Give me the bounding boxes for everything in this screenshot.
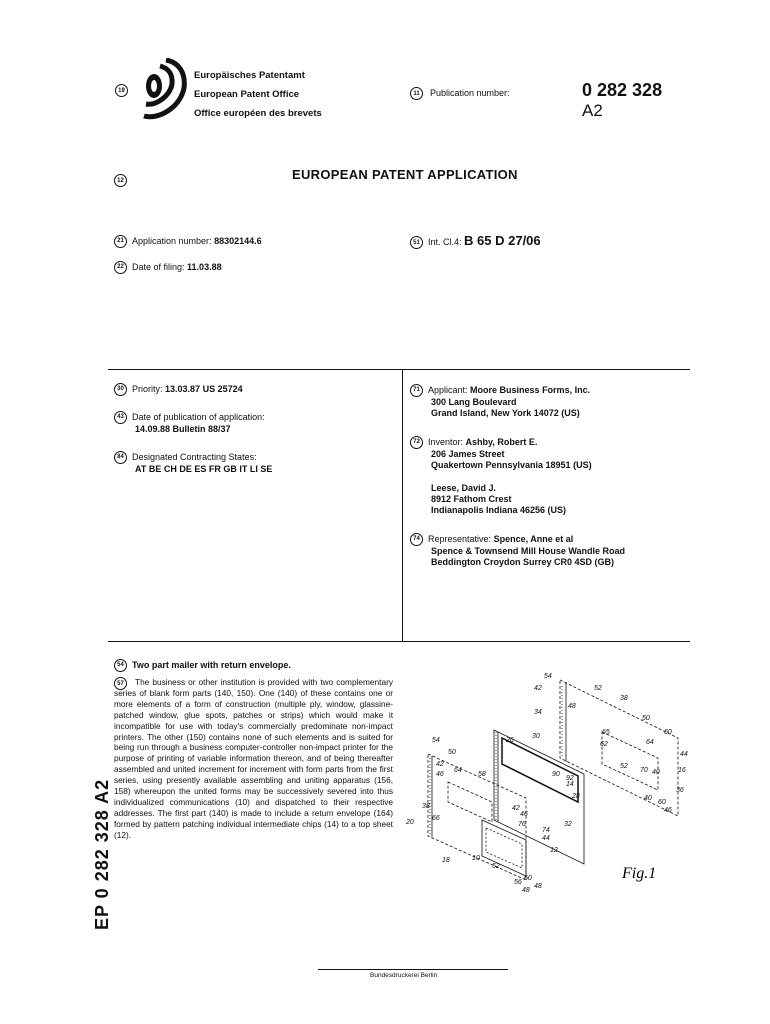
inventor-label: Inventor: <box>428 436 464 447</box>
figure-reference-numeral: 64 <box>646 739 654 746</box>
figure-reference-numeral: 50 <box>448 749 456 756</box>
figure-reference-numeral: 54 <box>544 673 552 680</box>
int-class-value: B 65 D 27/06 <box>464 233 541 248</box>
figure-reference-numeral: 38 <box>620 695 628 702</box>
figure-reference-numeral: 34 <box>534 709 542 716</box>
figure-reference-numeral: 32 <box>564 821 572 828</box>
figure-reference-numeral: 40 <box>652 769 660 776</box>
filing-date-label: Date of filing: <box>132 261 185 272</box>
figure-reference-numeral: 46 <box>664 807 672 814</box>
side-publication-number: EP 0 282 328 A2 <box>92 778 112 930</box>
publication-number: 0 282 328 <box>582 80 663 100</box>
publication-date-label: Date of publication of application: <box>132 411 265 422</box>
figure-reference-numeral: 36 <box>676 787 684 794</box>
int-class-label: Int. Cl.4: <box>428 237 462 247</box>
figure-caption: Fig.1 <box>622 865 657 882</box>
figure-reference-numeral: 28 <box>572 793 580 800</box>
inid-84: 84 <box>114 451 127 464</box>
publication-date-value: 14.09.88 Bulletin 88/37 <box>135 424 231 434</box>
inventor-block <box>410 436 592 516</box>
applicant-label: Applicant: <box>428 384 468 395</box>
inid-74: 74 <box>410 533 423 546</box>
figure-reference-numeral: 44 <box>680 751 688 758</box>
figure-reference-numeral: 52 <box>594 685 602 692</box>
inid-22: 22 <box>114 261 127 274</box>
epo-logo <box>140 58 190 120</box>
figure-reference-numeral: 62 <box>600 741 608 748</box>
figure-reference-numeral: 56 <box>514 879 522 886</box>
office-name-en: European Patent Office <box>194 89 300 100</box>
box-bottom-rule <box>108 641 690 642</box>
states-block <box>114 451 272 475</box>
figure-reference-numeral: 38 <box>422 803 430 810</box>
figure-reference-numeral: 54 <box>432 737 440 744</box>
inventor-1-address-2: Quakertown Pennsylvania 18951 (US) <box>431 460 592 470</box>
figure-reference-numeral: 48 <box>568 703 576 710</box>
office-name-de: Europäisches Patentamt <box>194 70 305 81</box>
figure-reference-numeral: 76 <box>518 821 526 828</box>
inventor-2-address-2: Indianapolis Indiana 46256 (US) <box>431 505 567 515</box>
figure-reference-numeral: 30 <box>532 733 540 740</box>
figure-reference-numeral: 26 <box>506 737 514 744</box>
inid-12: 12 <box>114 174 127 187</box>
figure-reference-numeral: 74 <box>542 827 550 834</box>
figure-reference-numeral: 70 <box>640 767 648 774</box>
priority-value: 13.03.87 US 25724 <box>165 383 243 394</box>
states-value: AT BE CH DE ES FR GB IT LI SE <box>135 464 273 474</box>
figure-reference-numeral: 58 <box>478 771 486 778</box>
printer-imprint: Bundesdruckerei Berlin <box>370 972 438 979</box>
figure-reference-numeral: 60 <box>658 799 666 806</box>
figure-reference-numeral: 42 <box>512 805 520 812</box>
inid-72: 72 <box>410 436 423 449</box>
representative-address-2: Beddington Croydon Surrey CR0 4SD (GB) <box>431 557 615 567</box>
figure-reference-numeral: 64 <box>454 767 462 774</box>
states-label: Designated Contracting States: <box>132 451 257 462</box>
inid-19: 19 <box>115 84 128 97</box>
applicant-address-2: Grand Island, New York 14072 (US) <box>431 408 580 418</box>
figure-reference-numeral: 20 <box>406 819 414 826</box>
inid-30: 30 <box>114 383 127 396</box>
application-number-label: Application number: <box>132 235 212 246</box>
figure-reference-numeral: 46 <box>520 811 528 818</box>
inid-57: 57 <box>114 677 127 690</box>
figure-reference-numeral: 48 <box>522 887 530 894</box>
figure-reference-numeral: 42 <box>436 761 444 768</box>
footer-rule <box>318 969 508 970</box>
int-class-row <box>410 233 541 249</box>
inventor-2-address-1: 8912 Fathom Crest <box>431 494 512 504</box>
figure-reference-numeral: 40 <box>644 795 652 802</box>
filing-date: 11.03.88 <box>187 261 222 272</box>
figure-reference-numeral: 60 <box>524 875 532 882</box>
figure-reference-numeral: 46 <box>436 771 444 778</box>
office-name-fr: Office européen des brevets <box>194 108 322 119</box>
figure-reference-numeral: 14 <box>566 781 574 788</box>
inid-54: 54 <box>114 659 127 672</box>
figure-reference-numeral: 90 <box>552 771 560 778</box>
publication-date-block <box>114 411 265 435</box>
applicant-block <box>410 384 590 419</box>
figure-1-drawing <box>402 672 702 894</box>
inid-51: 51 <box>410 236 423 249</box>
figure-reference-numeral: 92 <box>566 775 574 782</box>
inid-43: 43 <box>114 411 127 424</box>
figure-reference-numeral: 42 <box>534 685 542 692</box>
applicant-address-1: 300 Lang Boulevard <box>431 397 517 407</box>
figure-reference-numeral: 60 <box>664 729 672 736</box>
filing-date-row <box>114 261 222 274</box>
figure-reference-numeral: 52 <box>620 763 628 770</box>
inid-21: 21 <box>114 235 127 248</box>
application-number: 88302144.6 <box>214 235 262 246</box>
figure-reference-numeral: 16 <box>678 767 686 774</box>
figure-reference-numeral: 66 <box>432 815 440 822</box>
inventor-1-name: Ashby, Robert E. <box>465 436 538 447</box>
applicant-name: Moore Business Forms, Inc. <box>470 384 591 395</box>
figure-reference-numeral: 50 <box>642 715 650 722</box>
priority-row <box>114 383 243 396</box>
invention-title-row <box>114 659 291 672</box>
box-divider <box>402 369 403 641</box>
office-names <box>194 66 322 123</box>
inventor-2-name: Leese, David J. <box>431 483 497 493</box>
inid-11: 11 <box>410 87 423 100</box>
inventor-1-address-1: 206 James Street <box>431 449 505 459</box>
representative-address-1: Spence & Townsend Mill House Wandle Road <box>431 546 626 556</box>
figure-reference-numeral: 48 <box>534 883 542 890</box>
abstract-text: The business or other institution is provided with two complementary series of blank form parts (140, 150). One (140) of these contains one or more elements of a form of construction (multiple ply, window, glassine-patched window, glue spots, patches or strips) which would make it incompatible for use with today's commercially predominate non-impact printers. The other (150) contains none of such elements and is suited for being run through a business computer-controller non-impact printer for the purpose of printing of variable information thereon, and of being thereafter assembled and united increment for increment with form parts from the first series, using presently available assembling and uniting apparatus (156, 158) whereupon the united forms may be successively severed into thus individualized communications (10) and dispatched to their respective addresses. The first part (140) is made to include a return envelope (164) formed by pattern patching individual intermediate chips (14) to a top sheet (12). <box>114 677 393 840</box>
publication-kind: A2 <box>582 101 603 120</box>
figure-reference-numeral: 10 <box>472 855 480 862</box>
figure-reference-numeral: 52 <box>492 863 500 870</box>
priority-label: Priority: <box>132 383 163 394</box>
publication-number-label: Publication number: <box>430 88 510 98</box>
figure-reference-numeral: 18 <box>442 857 450 864</box>
figure-reference-numeral: 44 <box>542 835 550 842</box>
figure-reference-numeral: 65 <box>602 729 610 736</box>
invention-title: Two part mailer with return envelope. <box>132 659 291 670</box>
inid-71: 71 <box>410 384 423 397</box>
representative-name: Spence, Anne et al <box>493 533 574 544</box>
representative-block <box>410 533 625 568</box>
figure-reference-numeral: 12 <box>550 847 558 854</box>
box-top-rule <box>108 369 690 370</box>
application-number-row <box>114 235 262 248</box>
document-title: EUROPEAN PATENT APPLICATION <box>292 167 518 182</box>
representative-label: Representative: <box>428 533 492 544</box>
